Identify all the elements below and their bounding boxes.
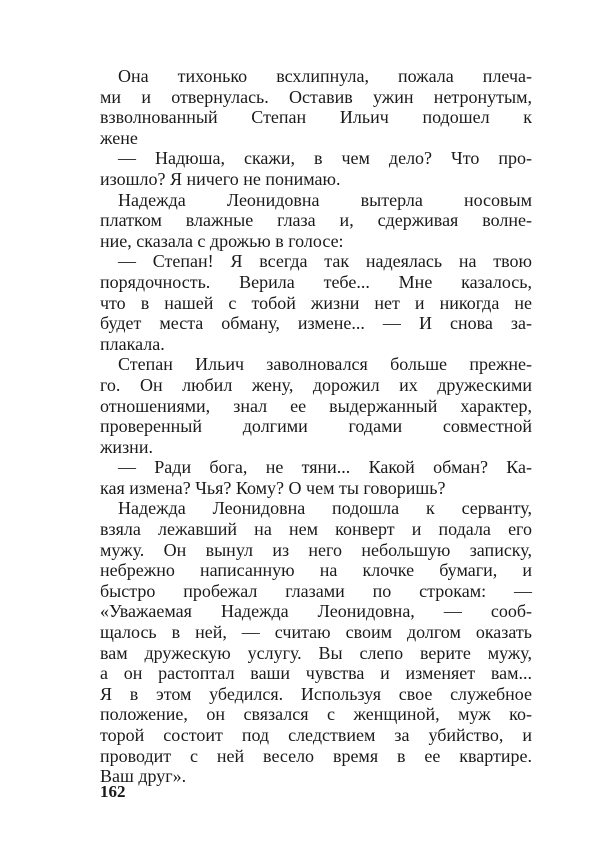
text-line: а он растоптал ваши чувства и изменяет вам... xyxy=(100,663,532,684)
text-line: будет места обману, измене... — И снова за- xyxy=(100,313,532,334)
text-line: жене xyxy=(100,127,138,148)
text-line: порядочность. Верила тебе... Мне казалось, xyxy=(100,271,532,292)
text-line: проводит с ней весело время в ее квартире. xyxy=(100,745,532,766)
text-line: взволнованный Степан Ильич подошел к xyxy=(100,107,532,128)
text-line: взяла лежавший на нем конверт и подала его xyxy=(100,519,532,540)
text-line: Надежда Леонидовна вытерла носовым xyxy=(118,189,532,210)
text-line: — Надюша, скажи, в чем дело? Что про- xyxy=(118,148,532,169)
text-line: кая измена? Чья? Кому? О чем ты говоришь? xyxy=(100,477,446,498)
text-line: Степан Ильич заволновался больше прежне- xyxy=(118,354,532,375)
text-line: проверенный долгими годами совместной xyxy=(100,416,532,437)
text-line: Я в этом убедился. Используя свое служебное xyxy=(100,683,532,704)
text-line: Она тихонько всхлипнула, пожала плеча- xyxy=(118,66,532,86)
text-line: «Уважаемая Надежда Леонидовна, — сооб- xyxy=(100,601,532,622)
text-line: положение, он связался с женщиной, муж ко- xyxy=(100,704,532,725)
text-line: мужу. Он вынул из него небольшую записку, xyxy=(100,539,532,560)
text-line: жизни. xyxy=(100,436,153,457)
page-number: 162 xyxy=(100,782,126,801)
text-line: что в нашей с тобой жизни нет и никогда не xyxy=(100,292,532,313)
text-line: Надежда Леонидовна подошла к серванту, xyxy=(118,498,532,519)
text-line: изошло? Я ничего не понимаю. xyxy=(100,168,341,189)
text-line: щалось в ней, — считаю своим долгом оказать xyxy=(100,622,532,643)
text-line: — Степан! Я всегда так надеялась на твою xyxy=(118,251,532,272)
text-line: го. Он любил жену, дорожил их дружескими xyxy=(100,374,532,395)
text-line: вам дружескую услугу. Вы слепо верите мужу, xyxy=(100,642,532,663)
text-line: ми и отвернулась. Оставив ужин нетронутым, xyxy=(100,86,532,107)
text-line: небрежно написанную на клочке бумаги, и xyxy=(100,560,532,581)
text-line: отношениями, знал ее выдержанный характер, xyxy=(100,395,532,416)
text-line: торой состоит под следствием за убийство, и xyxy=(100,725,532,745)
text-line: платком влажные глаза и, сдерживая волне- xyxy=(100,210,532,231)
text-line: быстро пробежал глазами по строкам: — xyxy=(100,580,532,601)
text-line: Ваш друг». xyxy=(100,766,187,787)
text-line: плакала. xyxy=(100,333,165,354)
text-line: — Ради бога, не тяни... Какой обман? Ка- xyxy=(118,457,532,478)
page-body-text xyxy=(100,66,532,787)
text-line: ние, сказала с дрожью в голосе: xyxy=(100,230,344,251)
